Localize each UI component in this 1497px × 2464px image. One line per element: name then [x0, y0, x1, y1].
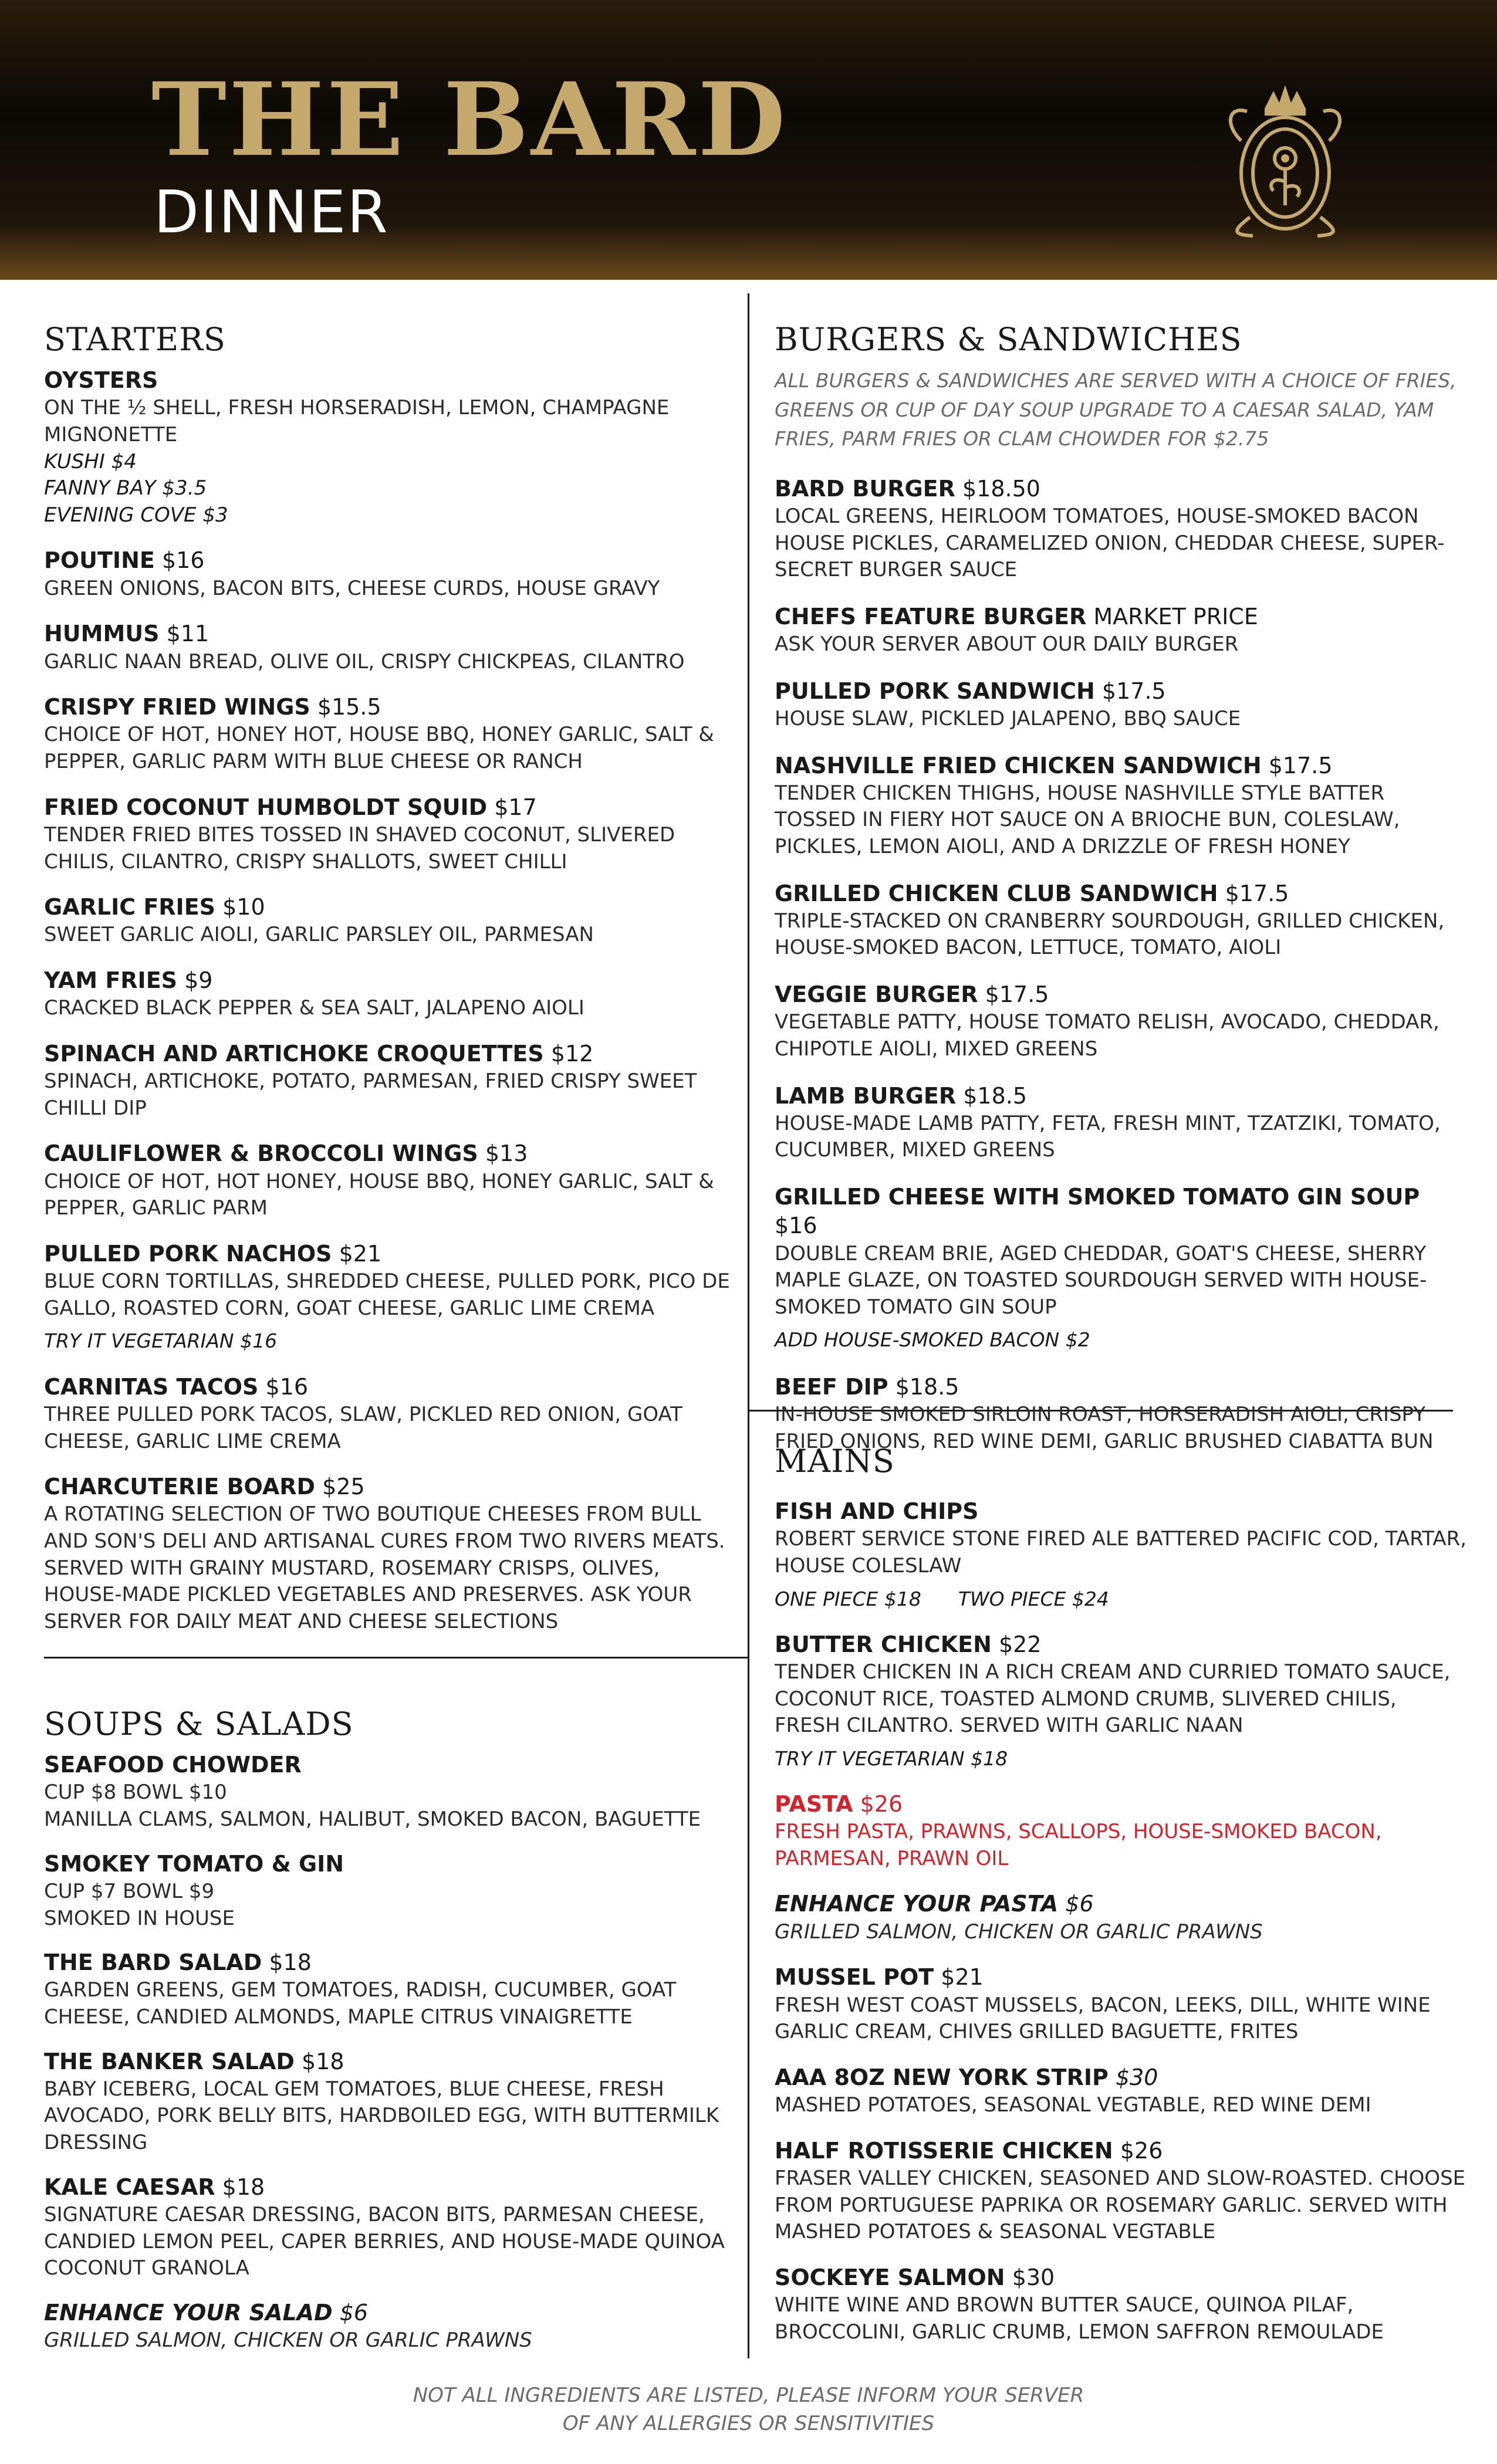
- menu-item-description: ASK YOUR SERVER ABOUT OUR DAILY BURGER: [775, 632, 1239, 656]
- menu-item-name: THE BARD SALAD: [44, 1949, 262, 1976]
- menu-item-price: $30: [1012, 2264, 1055, 2290]
- menu-item-description: CHOICE OF HOT, HONEY HOT, HOUSE BBQ, HONEY GARLIC, SALT & PEPPER, GARLIC PARM WITH BLUE CHEESE OR RANCH: [44, 723, 714, 774]
- menu-item-price: $9: [184, 967, 213, 993]
- column-divider: [748, 293, 749, 2358]
- menu-item-price: $22: [999, 1631, 1042, 1657]
- menu-item-description: DOUBLE CREAM BRIE, AGED CHEDDAR, GOAT'S CHEESE, SHERRY MAPLE GLAZE, ON TOASTED SOURDOUGH SERVED WITH HOUSE-SMOKED TOMATO GIN SOUP: [775, 1241, 1427, 1319]
- menu-item-name: ENHANCE YOUR PASTA: [775, 1891, 1059, 1917]
- menu-item: [44, 693, 731, 775]
- menu-item-price: $18.5: [963, 1082, 1028, 1109]
- menu-item: [775, 879, 1467, 962]
- menu-item-name: CHEFS FEATURE BURGER: [775, 603, 1087, 629]
- menu-item-heading: [44, 1240, 731, 1268]
- menu-item-description: SIGNATURE CAESAR DRESSING, BACON BITS, PARMESAN CHEESE, CANDIED LEMON PEEL, CAPER BERRIES, AND HOUSE-MADE QUINOA COCONUT GRANOLA: [44, 2202, 725, 2280]
- menu-item-name: GRILLED CHEESE WITH SMOKED TOMATO GIN SOUP: [775, 1183, 1420, 1210]
- menu-item-heading: [775, 2263, 1467, 2292]
- menu-item: [775, 1183, 1467, 1354]
- menu-item-heading: [775, 1082, 1467, 1111]
- menu-item-price: $17.5: [985, 981, 1049, 1008]
- menu-item-heading: [775, 2137, 1467, 2165]
- menu-item-description: A ROTATING SELECTION OF TWO BOUTIQUE CHEESES FROM BULL AND SON'S DELI AND ARTISANAL CURES FROM TWO RIVERS MEATS. SERVED WITH GRAINY MUSTARD, ROSEMARY CRISPS, OLIVES, HOUSE-MADE PICKLED VEGETABLES AND PRESERVES. ASK YOUR SERVER FOR DAILY MEAT AND CHEESE SELECTIONS: [44, 1502, 725, 1633]
- menu-item: [775, 2137, 1467, 2246]
- menu-item-description: BLUE CORN TORTILLAS, SHREDDED CHEESE, PULLED PORK, PICO DE GALLO, ROASTED CORN, GOAT CHEESE, GARLIC LIME CREMA: [44, 1270, 730, 1320]
- menu-item: [775, 1963, 1467, 2045]
- menu-item-description: CRACKED BLACK PEPPER & SEA SALT, JALAPENO AIOLI: [44, 996, 584, 1020]
- menu-item-description: TENDER CHICKEN THIGHS, HOUSE NASHVILLE STYLE BATTER TOSSED IN FIERY HOT SAUCE ON A BRIOCHE BUN, COLESLAW, PICKLES, LEMON AIOLI, AND A DRIZZLE OF FRESH HONEY: [775, 781, 1400, 858]
- menu-item-description: TENDER CHICKEN IN A RICH CREAM AND CURRIED TOMATO SAUCE, COCONUT RICE, TOASTED ALMOND CRUMB, SLIVERED CHILIS, FRESH CILANTRO. SERVED WITH GARLIC NAAN: [775, 1660, 1451, 1738]
- menu-item-description: HOUSE-MADE LAMB PATTY, FETA, FRESH MINT, TZATZIKI, TOMATO, CUCUMBER, MIXED GREENS: [775, 1111, 1441, 1162]
- menu-item-name: BEEF DIP: [775, 1373, 888, 1400]
- menu-type-title: DINNER: [154, 178, 389, 246]
- menu-item-description: WHITE WINE AND BROWN BUTTER SAUCE, QUINOA PILAF, BROCCOLINI, GARLIC CRUMB, LEMON SAFFRON REMOULADE: [775, 2293, 1384, 2344]
- menu-item: [44, 1139, 731, 1221]
- menu-item-heading: [44, 2173, 731, 2202]
- menu-item-option: TRY IT VEGETARIAN $16: [44, 1329, 278, 1353]
- menu-item-heading: [44, 1850, 731, 1879]
- menu-item-price: $6: [1065, 1891, 1094, 1917]
- menu-item-description: FRASER VALLEY CHICKEN, SEASONED AND SLOW-ROASTED. CHOOSE FROM PORTUGUESE PAPRIKA OR ROSEMARY GARLIC. SERVED WITH MASHED POTATOES & SEASONAL VEGTABLE: [775, 2167, 1466, 2244]
- menu-item-description: GARDEN GREENS, GEM TOMATOES, RADISH, CUCUMBER, GOAT CHEESE, CANDIED ALMONDS, MAPLE CITRUS VINAIGRETTE: [44, 1978, 677, 2029]
- menu-item-price: $26: [1120, 2137, 1163, 2164]
- menu-item-heading: [44, 966, 731, 995]
- menu-item-description: MANILLA CLAMS, SALMON, HALIBUT, SMOKED BACON, BAGUETTE: [44, 1808, 701, 1832]
- menu-item-description: TENDER FRIED BITES TOSSED IN SHAVED COCONUT, SLIVERED CHILIS, CILANTRO, CRISPY SHALLOTS, SWEET CHILLI: [44, 823, 675, 874]
- menu-item-name: GARLIC FRIES: [44, 894, 216, 920]
- menu-item-description: GARLIC NAAN BREAD, OLIVE OIL, CRISPY CHICKPEAS, CILANTRO: [44, 649, 685, 673]
- burgers-sandwiches-title: BURGERS & SANDWICHES: [775, 321, 1242, 358]
- menu-item-name: HUMMUS: [44, 621, 160, 647]
- menu-item: [44, 1850, 731, 1932]
- menu-item-price: $17.5: [1225, 880, 1289, 906]
- menu-item-name: BUTTER CHICKEN: [775, 1631, 992, 1657]
- menu-item-price: $16: [161, 547, 205, 574]
- menu-item: [44, 966, 731, 1022]
- menu-item-name: PULLED PORK SANDWICH: [775, 678, 1095, 704]
- menu-item: [44, 1040, 731, 1122]
- menu-item-name: SMOKEY TOMATO & GIN: [44, 1850, 344, 1877]
- menu-item-description: SPINACH, ARTICHOKE, POTATO, PARMESAN, FRIED CRISPY SWEET CHILLI DIP: [44, 1069, 697, 1120]
- menu-item-heading: [44, 893, 731, 922]
- menu-item-price: $15.5: [317, 694, 381, 720]
- mains-title: MAINS: [775, 1443, 895, 1480]
- menu-item-heading: [775, 677, 1467, 706]
- menu-item: [44, 1751, 731, 1833]
- menu-item-option: ONE PIECE $18 TWO PIECE $24: [775, 1587, 1109, 1610]
- menu-item-description: GRILLED SALMON, CHICKEN OR GARLIC PRAWNS: [44, 2328, 532, 2352]
- menu-item-description: CHOICE OF HOT, HOT HONEY, HOUSE BBQ, HONEY GARLIC, SALT & PEPPER, GARLIC PARM: [44, 1169, 714, 1220]
- burgers-sandwiches-section: [775, 321, 1467, 1474]
- menu-item-price: $21: [941, 1964, 984, 1991]
- menu-item-name: THE BANKER SALAD: [44, 2048, 295, 2074]
- menu-item-name: BARD BURGER: [775, 475, 955, 502]
- menu-item-price: $18.5: [895, 1373, 959, 1400]
- menu-item: [44, 1948, 731, 2030]
- menu-item-price: $11: [166, 621, 209, 647]
- menu-item-heading: [775, 1963, 1467, 1992]
- menu-item-heading: [775, 1497, 1467, 1526]
- soups-salads-list: [44, 1751, 731, 2354]
- menu-item-heading: [44, 1751, 731, 1779]
- menu-item: [44, 546, 731, 602]
- menu-item-name: VEGGIE BURGER: [775, 981, 978, 1008]
- menu-item-name: AAA 8OZ NEW YORK STRIP: [775, 2064, 1109, 2090]
- burgers-sides-note: ALL BURGERS & SANDWICHES ARE SERVED WITH A CHOICE OF FRIES, GREENS OR CUP OF DAY SOUP UPGRADE TO A CAESAR SALAD, YAM FRIES, PARM FRIES OR CLAM CHOWDER FOR $2.75: [775, 369, 1457, 451]
- menu-item-description: VEGETABLE PATTY, HOUSE TOMATO RELISH, AVOCADO, CHEDDAR, CHIPOTLE AIOLI, MIXED GREENS: [775, 1010, 1439, 1061]
- menu-item: [775, 1890, 1467, 1945]
- menu-item-description: FRESH WEST COAST MUSSELS, BACON, LEEKS, DILL, WHITE WINE GARLIC CREAM, CHIVES GRILLED BAGUETTE, FRITES: [775, 1993, 1431, 2044]
- menu-item-heading: [44, 793, 731, 822]
- menu-item-description: GREEN ONIONS, BACON BITS, CHEESE CURDS, HOUSE GRAVY: [44, 576, 660, 600]
- menu-item-name: GRILLED CHICKEN CLUB SANDWICH: [775, 880, 1218, 906]
- menu-item-heading: [775, 879, 1467, 908]
- menu-item-description: MASHED POTATOES, SEASONAL VEGTABLE, RED WINE DEMI: [775, 2093, 1371, 2117]
- allergy-notice-line-2: OF ANY ALLERGIES OR SENSITIVITIES: [562, 2411, 935, 2435]
- menu-item: [44, 1373, 731, 1455]
- menu-item-variant: EVENING COVE $3: [44, 503, 228, 527]
- menu-item-heading: [775, 2063, 1467, 2092]
- menu-item-name: CHARCUTERIE BOARD: [44, 1474, 316, 1500]
- menu-item: [775, 603, 1467, 658]
- menu-item-option: TRY IT VEGETARIAN $18: [775, 1747, 1008, 1770]
- menu-item-heading: [44, 2047, 731, 2076]
- menu-item-heading: [44, 693, 731, 722]
- starters-title: STARTERS: [44, 321, 226, 358]
- crest-logo-icon: [1218, 82, 1353, 241]
- menu-item-price: $25: [322, 1474, 365, 1500]
- menu-item-description: TRIPLE-STACKED ON CRANBERRY SOURDOUGH, GRILLED CHICKEN, HOUSE-SMOKED BACON, LETTUCE, TOMATO, AIOLI: [775, 909, 1445, 960]
- menu-item-heading: [775, 1790, 1467, 1819]
- menu-item: [44, 893, 731, 949]
- menu-item-name: SEAFOOD CHOWDER: [44, 1752, 302, 1778]
- menu-item-description: SWEET GARLIC AIOLI, GARLIC PARSLEY OIL, PARMESAN: [44, 923, 594, 947]
- menu-item: [44, 1240, 731, 1355]
- menu-item-heading: [775, 475, 1467, 503]
- menu-item-description: IN-HOUSE SMOKED SIRLOIN ROAST, HORSERADISH AIOLI, CRISPY FRIED ONIONS, RED WINE DEMI, GARLIC BRUSHED CIABATTA BUN: [775, 1402, 1434, 1453]
- menu-item-name: LAMB BURGER: [775, 1082, 957, 1109]
- menu-item: [775, 677, 1467, 733]
- menu-item-price: $6: [339, 2299, 369, 2326]
- menu-item-name: POUTINE: [44, 547, 155, 574]
- menu-item: [775, 1630, 1467, 1772]
- section-divider-left: [44, 1657, 748, 1659]
- menu-item-name: FISH AND CHIPS: [775, 1498, 979, 1525]
- menu-item-heading: [44, 1139, 731, 1168]
- menu-item-heading: [775, 1183, 1467, 1241]
- menu-item-price: MARKET PRICE: [1093, 603, 1258, 629]
- menu-item: [775, 2263, 1467, 2345]
- menu-item: [775, 1082, 1467, 1164]
- menu-item-sizes: CUP $8 BOWL $10: [44, 1781, 227, 1805]
- menu-item-heading: [44, 620, 731, 648]
- menu-item: [44, 620, 731, 675]
- menu-item-price: $26: [860, 1791, 903, 1817]
- menu-item: [775, 980, 1467, 1062]
- menu-item: [44, 2047, 731, 2157]
- menu-item-description: ROBERT SERVICE STONE FIRED ALE BATTERED PACIFIC COD, TARTAR, HOUSE COLESLAW: [775, 1527, 1467, 1578]
- menu-item-name: CRISPY FRIED WINGS: [44, 694, 310, 720]
- menu-item-variant: KUSHI $4: [44, 449, 137, 473]
- menu-item-option: ADD HOUSE-SMOKED BACON $2: [775, 1328, 1090, 1352]
- menu-item-name: KALE CAESAR: [44, 2174, 215, 2200]
- menu-item-name: YAM FRIES: [44, 967, 178, 993]
- menu-item-name: PASTA: [775, 1791, 853, 1817]
- menu-item-heading: [775, 980, 1467, 1009]
- menu-item-price: $16: [265, 1373, 309, 1400]
- menu-item: [775, 752, 1467, 861]
- menu-item-price: $12: [550, 1040, 594, 1067]
- menu-item-description: HOUSE SLAW, PICKLED JALAPENO, BBQ SAUCE: [775, 706, 1241, 730]
- menu-item-heading: [44, 366, 731, 395]
- soups-salads-title: SOUPS & SALADS: [44, 1705, 354, 1742]
- menu-item-price: $17: [494, 794, 537, 820]
- menu-item-price: $18: [222, 2174, 265, 2200]
- menu-item-name: CARNITAS TACOS: [44, 1373, 259, 1400]
- menu-item-name: SPINACH AND ARTICHOKE CROQUETTES: [44, 1040, 544, 1067]
- menu-item: [44, 1473, 731, 1635]
- menu-item-name: NASHVILLE FRIED CHICKEN SANDWICH: [775, 752, 1262, 779]
- menu-item-heading: [775, 752, 1467, 780]
- menu-item-price: $10: [222, 894, 265, 920]
- menu-item: [775, 1790, 1467, 1872]
- menu-item-price: $16: [775, 1213, 817, 1239]
- menu-item-name: SOCKEYE SALMON: [775, 2264, 1005, 2290]
- allergy-notice: [0, 2382, 1497, 2438]
- restaurant-name: THE BARD: [151, 60, 788, 179]
- menu-item-price: $18: [302, 2048, 344, 2074]
- menu-item-name: MUSSEL POT: [775, 1964, 934, 1991]
- menu-item-heading: [44, 2299, 731, 2327]
- menu-item-name: PULLED PORK NACHOS: [44, 1240, 332, 1267]
- menu-item-heading: [775, 603, 1467, 631]
- menu-item: [44, 793, 731, 875]
- menu-item-name: HALF ROTISSERIE CHICKEN: [775, 2137, 1113, 2164]
- menu-item-price: $18: [269, 1949, 312, 1976]
- allergy-notice-line-1: NOT ALL INGREDIENTS ARE LISTED, PLEASE INFORM YOUR SERVER: [413, 2384, 1084, 2407]
- menu-item: [775, 475, 1467, 584]
- menu-item-price: $30: [1115, 2064, 1158, 2090]
- menu-item-description: GRILLED SALMON, CHICKEN OR GARLIC PRAWNS: [775, 1920, 1263, 1944]
- menu-item-heading: [44, 546, 731, 575]
- menu-item-heading: [775, 1890, 1467, 1918]
- menu-item-description: THREE PULLED PORK TACOS, SLAW, PICKLED RED ONION, GOAT CHEESE, GARLIC LIME CREMA: [44, 1402, 682, 1453]
- menu-item: [775, 1497, 1467, 1613]
- menu-item-description: FRESH PASTA, PRAWNS, SCALLOPS, HOUSE-SMOKED BACON, PARMESAN, PRAWN OIL: [775, 1820, 1382, 1870]
- menu-item-variant: FANNY BAY $3.5: [44, 476, 207, 500]
- menu-item-sizes: CUP $7 BOWL $9: [44, 1879, 215, 1903]
- menu-item-heading: [44, 1948, 731, 1977]
- menu-item-name: FRIED COCONUT HUMBOLDT SQUID: [44, 794, 488, 820]
- menu-item-heading: [44, 1473, 731, 1501]
- menu-item-heading: [44, 1040, 731, 1068]
- header-banner: [0, 0, 1497, 280]
- menu-item-heading: [775, 1630, 1467, 1659]
- menu-item: [775, 2063, 1467, 2119]
- mains-list: [775, 1497, 1467, 2345]
- mains-section: [775, 1443, 1467, 2363]
- menu-item-price: $18.50: [962, 475, 1040, 502]
- menu-item-price: $17.5: [1268, 752, 1333, 779]
- menu-item-name: CAULIFLOWER & BROCCOLI WINGS: [44, 1140, 478, 1167]
- starters-section: [44, 321, 731, 1653]
- menu-item-name: ENHANCE YOUR SALAD: [44, 2299, 333, 2326]
- menu-item-description: LOCAL GREENS, HEIRLOOM TOMATOES, HOUSE-SMOKED BACON HOUSE PICKLES, CARAMELIZED ONION, CHEDDAR CHEESE, SUPER-SECRET BURGER SAUCE: [775, 504, 1445, 582]
- menu-item: [44, 2299, 731, 2354]
- menu-item-price: $21: [339, 1240, 382, 1267]
- menu-item-name: OYSTERS: [44, 367, 158, 394]
- menu-item-description: ON THE ½ SHELL, FRESH HORSERADISH, LEMON, CHAMPAGNE MIGNONETTE: [44, 396, 670, 447]
- menu-item-heading: [775, 1373, 1467, 1402]
- menu-item-description: SMOKED IN HOUSE: [44, 1906, 235, 1930]
- menu-item-heading: [44, 1373, 731, 1402]
- burgers-sandwiches-list: [775, 475, 1467, 1455]
- soups-salads-section: [44, 1706, 731, 2371]
- menu-item-price: $13: [485, 1140, 528, 1167]
- menu-item-description: BABY ICEBERG, LOCAL GEM TOMATOES, BLUE CHEESE, FRESH AVOCADO, PORK BELLY BITS, HARDBOILED EGG, WITH BUTTERMILK DRESSING: [44, 2077, 719, 2155]
- starters-list: [44, 366, 731, 1635]
- menu-item-price: $17.5: [1101, 678, 1166, 704]
- menu-item: [44, 2173, 731, 2282]
- menu-item: [44, 366, 731, 529]
